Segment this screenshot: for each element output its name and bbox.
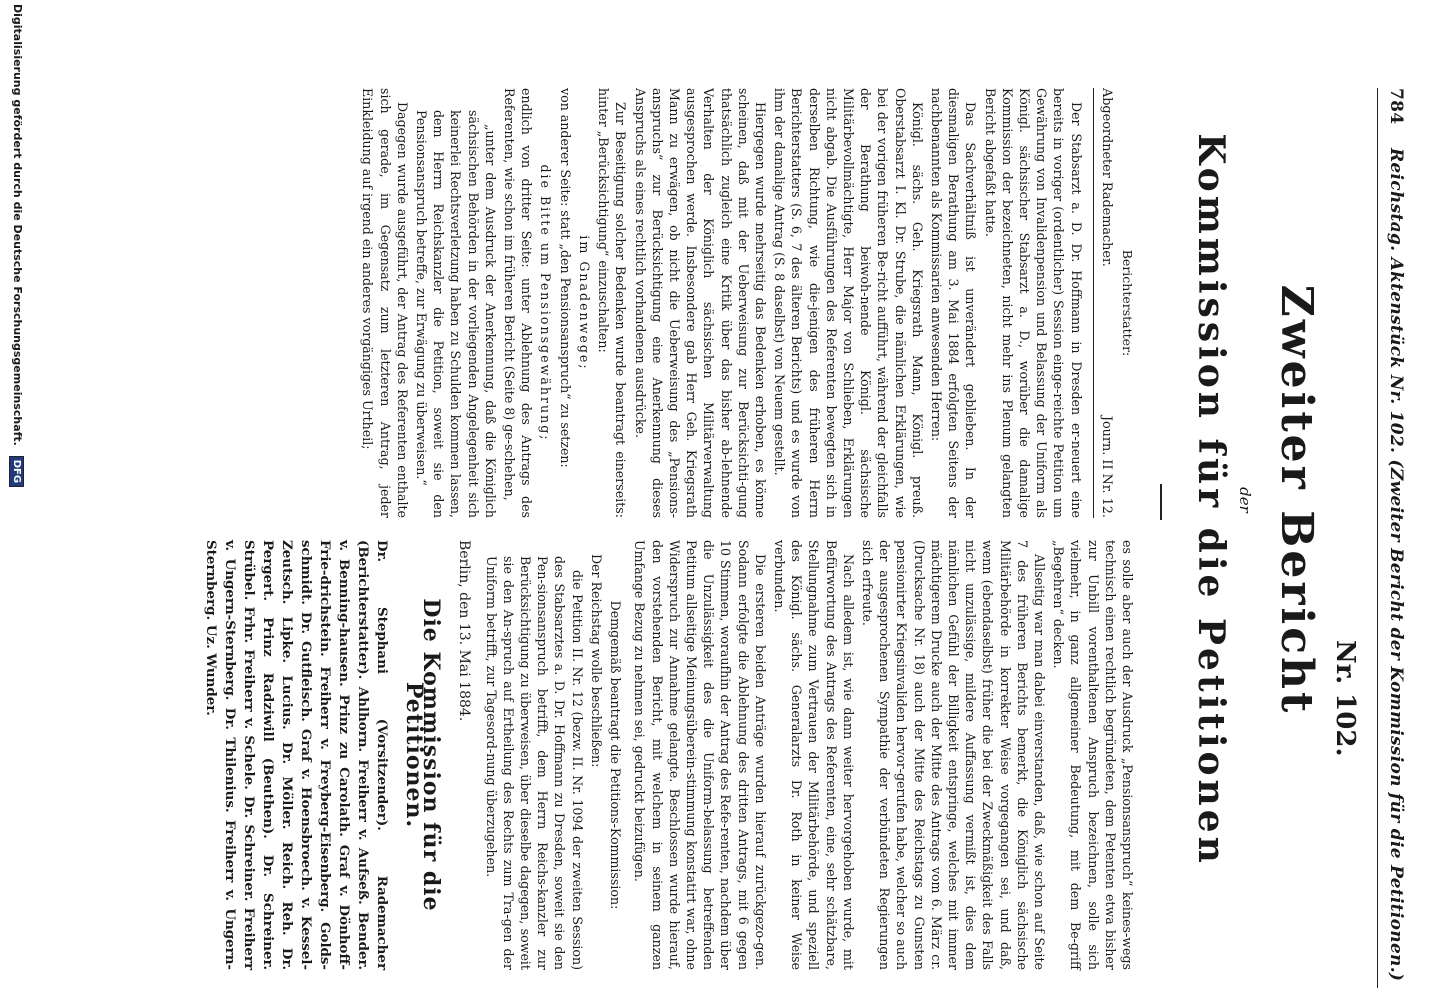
report-title: Zweiter Bericht: [1271, 284, 1322, 716]
paragraph: Allseitig war man dabei einverstanden, daß, wie schon auf Seite 7 des früheren Berichts bemerkt, die Königlich sächsische Militärbehörde in korrekter Weise vorgegangen sei, und daß, wenn (ebendaselbst) früher die bei der Zweckmäßigkeit des Falls nicht unzulässige, mildere Auffassung vermißt ist, dies dem nämlichen Gefühl der Billigkeit entspringe, welches mit immer mächtigerem Drucke auch der Mitte des Antrags vom 6. März cr. (Drucksache Nr. 18) auch der Mitte des Reichstags zu Gunsten pensionirter Kriegsinvaliden hervor-gerufen habe, welcher so auch der ausgesprochenen Sympathie der verbündeten Regierungen sich erfreute.: [859, 540, 1047, 970]
footer-text: Digitalisierung gefördert durch die Deutsche Forschungsgemeinschaft.: [11, 4, 24, 446]
column-right: [629, 540, 1136, 970]
commission-heading: Die Kommission für die Petitionen.: [400, 598, 445, 912]
amendment-text: im Gnadenwege;: [576, 235, 592, 371]
quoted-motion: „unter dem Ausdruck der Anerkennung, daß die Königlich sächsischen Behörden in der vorliegenden Angelegenheit sich keinerlei Rechtsverletzung haben zu Schulden kommen lassen, dem Herrn Reichskanzler die Petition, soweit sie den Pensionsanspruch betreffe, zur Erwägung zu überweisen.“: [414, 110, 498, 518]
reporter-label: Berichterstatter:: [1120, 249, 1135, 357]
date-line: Berlin, den 13. Mai 1884.: [456, 540, 473, 722]
column-right-lower: [199, 540, 624, 970]
journal-reference: Journ. II Nr. 12.: [1098, 415, 1114, 518]
motion-intro: Demgemäß beantragt die Petitions-Kommission:: [608, 600, 623, 910]
paragraph: Die ersteren beiden Anträge wurden hierauf zurückgezo-gen. Sodann erfolgte die Ablehnung des dritten Antrags, mit 6 gegen 10 Stimmen, woraufhin der Antrag des Refe-renten, nachdem über die Unzulässigkeit des die Uniform-belassung betreffenden Petitum allseitige Meinungsüberein-stimmung konstatirt war, ohne Widerspruch zur Annahme gelangte. Beschlossen wurde hierauf, den vorstehenden Bericht, mit welchem in seinem ganzen Umfange Bezug zu nehmen sei, gedruckt beizufügen.: [632, 540, 768, 970]
running-header: [1377, 88, 1408, 988]
paragraph: es solle aber auch der Ausdruck „Pensionsanspruch“ keines-wegs technisch einen rechtlich begründeten, dem Petenten etwa bisher zur Unbill vorenthaltenen Anspruch bezeichnen, solle sich vielmehr, in ganz allgemeiner Bedeutung, mit dem Be-griff „Begehren“ decken.: [1051, 540, 1135, 970]
paragraph: von anderer Seite: statt „den Pensionsanspruch“ zu setzen:: [557, 88, 573, 468]
paragraph: endlich von dritter Seite: unter Ablehnung des Antrags des Referenten, wie schon im früheren Bericht (Seite 8) ge-schehen,: [502, 88, 535, 518]
paragraph: Der Stabsarzt a. D. Dr. Hoffmann in Dresden er-neuert eine bereits in voriger (ordentlicher) Session einge-reichte Petition um Gewährung von Invalidenpension und Belassung der Uniform als Königl. sächsischer Stabsarzt a. D., worüber die damalige Kommission der bezeichneten, nicht mehr ins Plenum gelangten Bericht abgefaßt hatte.: [982, 88, 1084, 518]
column-left: [357, 88, 1136, 518]
document-number: Nr. 102.: [1330, 640, 1360, 757]
amendment-text: die Bitte um Pensionsgewährung;: [538, 164, 554, 442]
motion-text: die Petition II. Nr. 12 (bezw. II. Nr. 1094 der zweiten Session) des Stabsarztes a. D. Dr. Hoffmann zu Dresden, soweit sie den Pen-sionsanspruch betrifft, dem Herrn Reichs-kanzler zur Berücksichtigung zu überweisen, über dieselbe dagegen, soweit sie den An-spruch auf Ertheilung des Rechts zum Tra-gen der Uniform betrifft, zur Tagesord-nung überzugehen.: [483, 556, 585, 970]
title-rule: [1161, 484, 1163, 520]
paragraph: Nach alledem ist, wie dann weiter hervorgehoben wurde, mit Befürwortung des Antrags des Referenten, eine, sehr schätzbare, Stellungnahme zum Vertrauen der Militärbehörde, und speziell des Königl. sächs. Generalarzts Dr. Roth in keiner Weise verbunden.: [771, 540, 856, 970]
title-connector: der: [1236, 487, 1254, 513]
commission-title: Kommission für die Petitionen: [1190, 133, 1232, 867]
paragraph: Königl. sächs. Geh. Kriegsrath Mann, Königl. preuß. Oberstabsarzt I. Kl. Dr. Strube, die nämlichen Erklärungen, wie bei der vorigen früheren Be-richt aufführt, während der gleichfalls der Berathung beiwoh-nende Königl. sächsische Militärbevollmächtigte, Herr Major von Schlieben, Erklärungen nicht abgab. Die Ausführungen des Referenten bewegten sich in derselben Richtung, wie die-jenigen des früheren Herrn Berichterstatters (S. 6, 7 des älteren Berichts) und es wurde von ihm der damalige Antrag (S. 8 daselbst) von Neuem gestellt.: [772, 88, 925, 518]
motion-heading: Der Reichstag wolle beschließen:: [588, 554, 604, 768]
page-number: 784: [1386, 88, 1406, 125]
running-title: Reichstag. Aktenstück Nr. 102. (Zweiter Bericht der Kommission für die Petitionen.): [1386, 148, 1406, 982]
dfg-logo: DFG: [9, 456, 24, 487]
reporter-name: Abgeordneter Rademacher.: [1098, 88, 1114, 267]
digitization-footer: [9, 0, 24, 1004]
paragraph: Das Sachverhältniß ist unverändert geblieben. In der diesmaligen Berathung am 3. Mai 1884 erfolgten Seitens der nachbenannten als Kommissarien anwesenden Herren:: [928, 88, 979, 518]
paragraph: Dagegen wurde ausgeführt, der Antrag des Referenten enthalte sich gerade, im Gegensatz zum letzteren Antrag, jeder Einkleidung auf irgend ein anderes vorgängiges Urtheil;: [360, 88, 410, 518]
paragraph: Hiergegen wurde mehrseitig das Bedenken erhoben, es könne scheinen, daß mit der Ueberweisung zur Berücksichti-gung thatsächlich zugleich eine Kritik über das bisher ab-lehnende Verhalten der Königlich sächsischen Militärverwaltung ausgesprochen werde. Insbesondere gab Herr Geh. Kriegsrath Mann zu erwägen, ob nicht die Ueberweisung des „Pensions-anspruchs“ zur Berücksichtigung eine Anerkennung dieses Anspruchs als eines rechtlich vorhandenen ausdrücke.: [632, 88, 768, 518]
member-list: Dr. Stephani (Vorsitzender). Rademacher (Berichterstatter). Ahlhorn. Freiherr v. Aufseß. Bender. v. Benning-hausen. Prinz zu Carolath. Graf v. Dönhoff-Frie-drichstein. Freiherr v. Freyberg-Eisenberg. Golds-schmidt. Dr. Gutfleisch. Graf v. Hoensbroech. v. Kessel-Zeutsch. Lipke. Lucius. Dr. Möller. Reich. Reh. Dr. Pergert. Prinz Radziwill (Beuthen). Dr. Schreiner. Strübel. Frhr. Freiherr v. Schele. Dr. Schreiner. Freiherr v. Ungern-Sternberg. Dr. Thilenius. Freiherr v. Ungern-Sternberg. Uz. Wunder.: [202, 540, 390, 970]
paragraph: Zur Beseitigung solcher Bedenken wurde beantragt einerseits: hinter „Berücksichtigung“ einzuschalten:: [596, 88, 629, 518]
reporter-line: [1093, 88, 1115, 518]
